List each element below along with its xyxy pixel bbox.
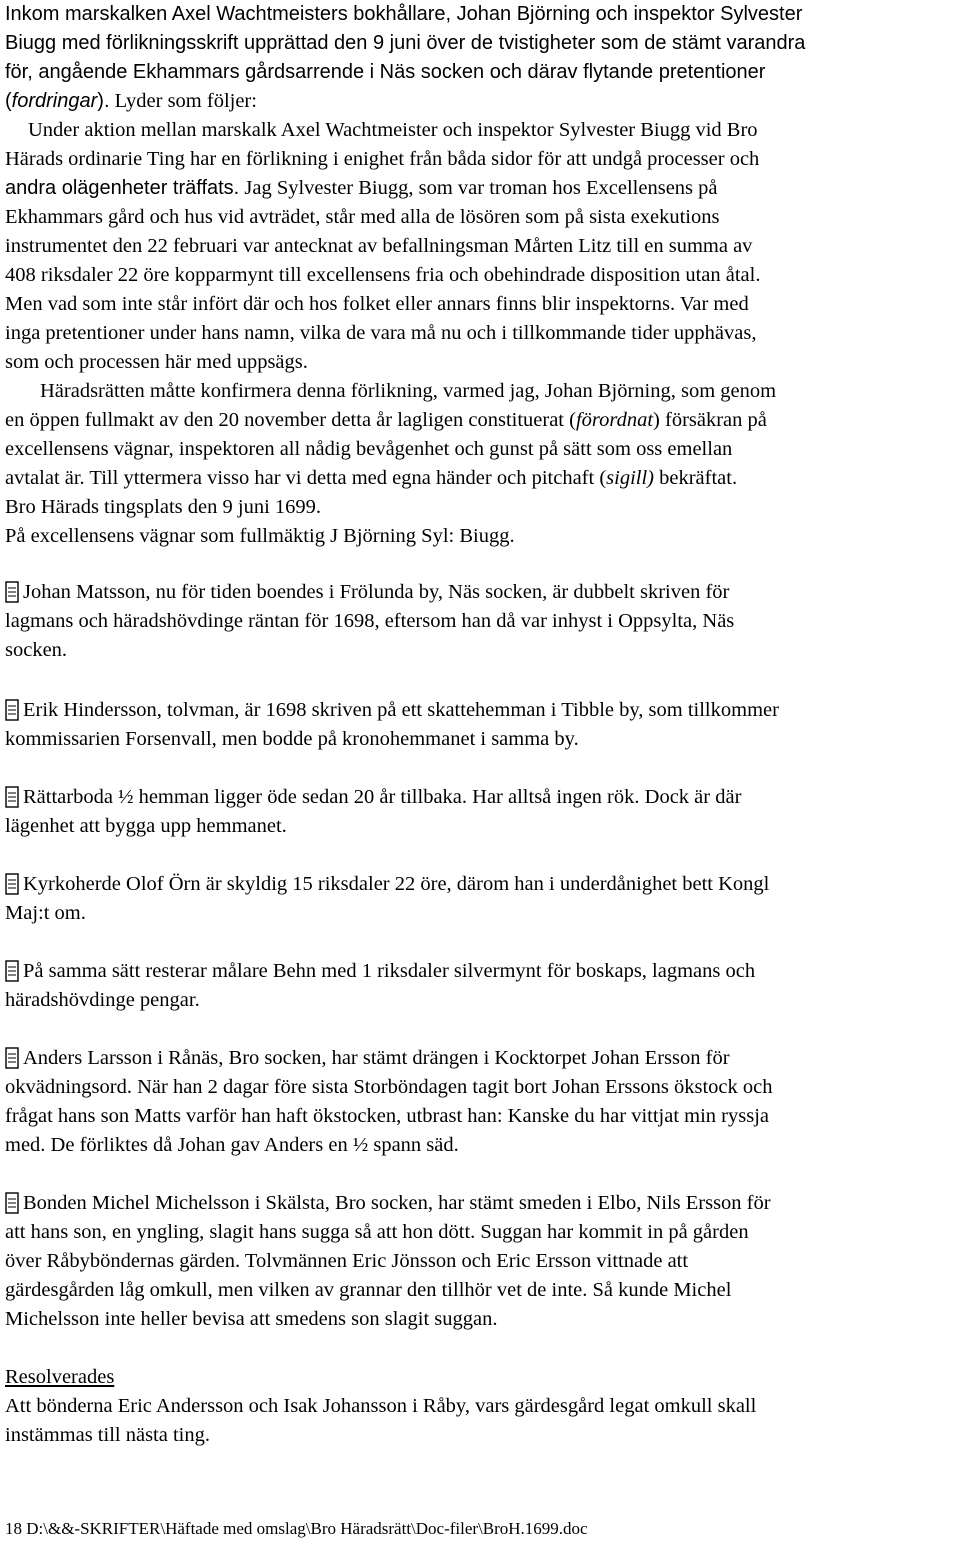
text-line: instrumentet den 22 februari var antecknat av befallningsman Mårten Litz till en summa av	[5, 235, 753, 257]
text-line: 408 riksdaler 22 öre kopparmynt till excellensens fria och obehindrade disposition utan åtal.	[5, 264, 761, 286]
italic-term: sigill)	[606, 467, 654, 489]
entry-line: Maj:t om.	[5, 902, 86, 924]
text-span: andra olägenheter träffats.	[5, 177, 240, 199]
entry-line: över Råbyböndernas gärden. Tolvmännen Eric Jönsson och Eric Ersson vittnade att	[5, 1250, 689, 1272]
text-line	[5, 174, 718, 203]
document-icon	[5, 581, 19, 603]
entry-line: Kyrkoherde Olof Örn är skyldig 15 riksdaler 22 öre, därom han i underdånighet bett Kongl	[23, 873, 770, 895]
page-footer: 18 D:\&&-SKRIFTER\Häftade med omslag\Bro Häradsrätt\Doc-filer\BroH.1699.doc	[5, 1519, 588, 1538]
document-icon	[5, 1192, 19, 1214]
entry-line: kommissarien Forsenvall, men bodde på kronohemmanet i samma by.	[5, 728, 579, 750]
text-span: avtalat är. Till yttermera visso har vi detta med egna händer och pitchaft (	[5, 467, 607, 489]
entry-line: Johan Matsson, nu för tiden boendes i Frölunda by, Näs socken, är dubbelt skriven för	[23, 581, 730, 603]
document-icon	[5, 960, 19, 982]
resolution-line: instämmas till nästa ting.	[5, 1424, 210, 1446]
text-line	[5, 406, 767, 435]
text-span: en öppen fullmakt av den 20 november detta år lagligen constituerat (	[5, 409, 576, 431]
document-icon	[5, 786, 19, 808]
entry-line: Anders Larsson i Rånäs, Bro socken, har stämt drängen i Kocktorpet Johan Ersson för	[23, 1047, 730, 1069]
text-span: Jag Sylvester Biugg, som var troman hos Excellensens på	[239, 177, 718, 199]
text-span: ).	[97, 90, 110, 112]
entry-line: lagmans och häradshövdinge räntan för 1698, eftersom han då var inhyst i Oppsylta, Näs	[5, 610, 735, 632]
text-line: Bro Härads tingsplats den 9 juni 1699.	[5, 496, 322, 518]
document-icon	[5, 873, 19, 895]
entry-line: frågat hans son Matts varför han haft ökstocken, utbrast han: Kanske du har vittjat min ryssja	[5, 1105, 770, 1127]
text-line: Härads ordinarie Ting har en förlikning i enighet från båda sidor för att undgå processer och	[5, 148, 760, 170]
text-line: Häradsrätten måtte konfirmera denna förlikning, varmed jag, Johan Björning, som genom	[40, 380, 777, 402]
italic-term: fordringar	[11, 90, 98, 112]
text-line: Under aktion mellan marskalk Axel Wachtmeister och inspektor Sylvester Biugg vid Bro	[28, 119, 758, 141]
entry-line: gärdesgården låg omkull, men vilken av grannar den tillhör vet de inte. Så kunde Michel	[5, 1279, 732, 1301]
text-line: Biugg med förlikningsskrift upprättad den 9 juni över de tvistigheter som de stämt varandra	[5, 32, 806, 54]
text-line: Inkom marskalken Axel Wachtmeisters bokhållare, Johan Björning och inspektor Sylvester	[5, 3, 803, 25]
document-icon	[5, 699, 19, 721]
entry-line: Bonden Michel Michelsson i Skälsta, Bro socken, har stämt smeden i Elbo, Nils Ersson för	[23, 1192, 771, 1214]
text-span: ) försäkran på	[653, 409, 767, 431]
entry-line: socken.	[5, 639, 68, 661]
resolution-heading: Resolverades	[5, 1366, 115, 1388]
document-icon	[5, 1047, 19, 1069]
text-line: Men vad som inte står infört där och hos folket eller annars finns blir inspektorns. Var med	[5, 293, 749, 315]
entry-line: med. De förliktes då Johan gav Anders en ½ spann säd.	[5, 1134, 459, 1156]
text-span: Lyder som följer:	[109, 90, 257, 112]
entry-line: Michelsson inte heller bevisa att smedens son slagit suggan.	[5, 1308, 498, 1330]
entry-line: att hans son, en yngling, slagit hans sugga så att hon dött. Suggan har kommit in på gården	[5, 1221, 749, 1243]
entry-line: lägenhet att bygga upp hemmanet.	[5, 815, 287, 837]
text-line: Ekhammars gård och hus vid avträdet, står med alla de lösören som på sista exekutions	[5, 206, 720, 228]
text-line	[5, 464, 737, 493]
text-line	[5, 87, 257, 116]
text-line: som och processen här med uppsägs.	[5, 351, 308, 373]
resolution-line: Att bönderna Eric Andersson och Isak Johansson i Råby, vars gärdesgård legat omkull skall	[5, 1395, 757, 1417]
signature-line: På excellensens vägnar som fullmäktig J Björning Syl: Biugg.	[5, 525, 515, 547]
italic-term: förordnat	[575, 409, 654, 431]
entry-line: Rättarboda ½ hemman ligger öde sedan 20 år tillbaka. Har alltså ingen rök. Dock är där	[23, 786, 742, 808]
text-span: (	[5, 90, 12, 112]
text-line: excellensens vägnar, inspektoren all nådig bevågenhet och gunst på sätt som oss emellan	[5, 438, 733, 460]
entry-line: Erik Hindersson, tolvman, är 1698 skriven på ett skattehemman i Tibble by, som tillkommer	[23, 699, 779, 721]
text-line: för, angående Ekhammars gårdsarrende i Näs socken och därav flytande pretentioner	[5, 61, 766, 83]
text-span: bekräftat.	[654, 467, 738, 489]
text-line: inga pretentioner under hans namn, vilka de vara må nu och i tillkommande tider upphävas,	[5, 322, 757, 344]
entry-line: häradshövdinge pengar.	[5, 989, 200, 1011]
entry-line: På samma sätt resterar målare Behn med 1 riksdaler silvermynt för boskaps, lagmans och	[23, 960, 756, 982]
entry-line: okvädningsord. När han 2 dagar före sista Storböndagen tagit bort Johan Erssons ökstock och	[5, 1076, 773, 1098]
